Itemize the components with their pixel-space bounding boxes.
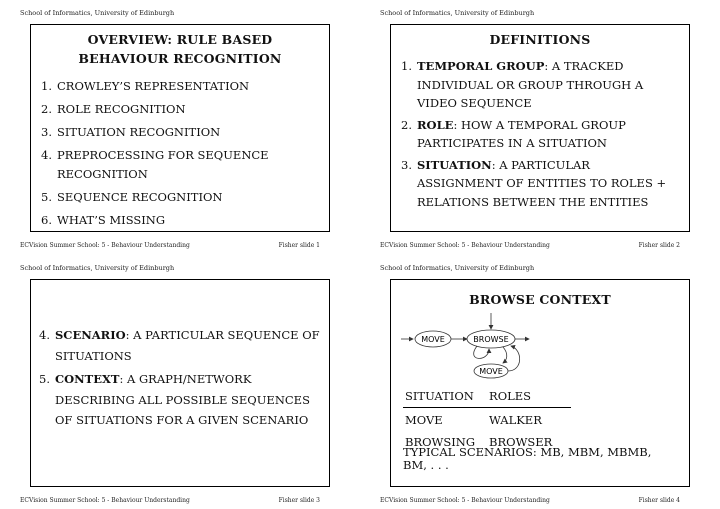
table-row bbox=[403, 408, 571, 431]
slide-title: BROWSE CONTEXT bbox=[469, 292, 611, 307]
table-cell: BROWSING bbox=[405, 435, 476, 449]
overview-list bbox=[41, 77, 321, 230]
move-to-browse-loop bbox=[508, 346, 520, 371]
list-item: 2. ROLE RECOGNITION bbox=[41, 102, 186, 116]
definitions-list bbox=[401, 57, 679, 211]
slide-header: School of Informatics, University of Edinburgh bbox=[20, 264, 175, 272]
list-item: 1. TEMPORAL GROUP: A TRACKED INDIVIDUAL OR GROUP THROUGH A VIDEO SEQUENCE bbox=[401, 59, 644, 110]
footer-right: Fisher slide 1 bbox=[278, 242, 320, 249]
slide-title: OVERVIEW: RULE BASED BEHAVIOUR RECOGNITION bbox=[78, 32, 282, 66]
slide-footer bbox=[20, 242, 320, 249]
footer-left: ECVision Summer School: 5 - Behaviour Understanding bbox=[20, 497, 190, 504]
list-item: 5. SEQUENCE RECOGNITION bbox=[41, 190, 223, 204]
list-item: 1. CROWLEY’S REPRESENTATION bbox=[41, 79, 250, 93]
footer-left: ECVision Summer School: 5 - Behaviour Understanding bbox=[20, 242, 190, 249]
definitions-list-continued bbox=[39, 325, 321, 431]
footer-right: Fisher slide 2 bbox=[638, 242, 680, 249]
table-header-cell: SITUATION bbox=[403, 387, 489, 408]
slide-title: DEFINITIONS bbox=[489, 32, 591, 47]
slide-frame bbox=[390, 24, 690, 232]
move-node-left-label: MOVE bbox=[421, 335, 445, 344]
slide-frame bbox=[30, 24, 330, 232]
browse-to-move-arrow bbox=[503, 347, 507, 363]
list-item: 2. ROLE: HOW A TEMPORAL GROUP PARTICIPATES IN A SITUATION bbox=[401, 117, 626, 150]
slide-header: School of Informatics, University of Edinburgh bbox=[20, 9, 175, 17]
footer-right: Fisher slide 4 bbox=[638, 497, 680, 504]
slide-4 bbox=[360, 255, 720, 509]
list-item: 4. SCENARIO: A PARTICULAR SEQUENCE OF SITUATIONS bbox=[39, 328, 320, 363]
slide-header: School of Informatics, University of Edinburgh bbox=[380, 9, 535, 17]
table-header-cell: ROLES bbox=[489, 387, 571, 408]
list-item: 6. WHAT’S MISSING bbox=[41, 213, 166, 227]
slide-1 bbox=[0, 0, 360, 254]
list-item: 3. SITUATION: A PARTICULAR ASSIGNMENT OF ENTITIES TO ROLES + RELATIONS BETWEEN THE ENTITIES bbox=[401, 157, 667, 209]
list-item: 5. CONTEXT: A GRAPH/NETWORK DESCRIBING ALL POSSIBLE SEQUENCES OF SITUATIONS FOR A GIVEN SCENARIO bbox=[39, 372, 310, 427]
footer-left: ECVision Summer School: 5 - Behaviour Understanding bbox=[380, 242, 550, 249]
slide-frame bbox=[30, 279, 330, 487]
footer-left: ECVision Summer School: 5 - Behaviour Understanding bbox=[380, 497, 550, 504]
browse-node-label: BROWSE bbox=[473, 335, 509, 344]
slide-footer bbox=[20, 497, 320, 504]
table-cell: BROWSER bbox=[489, 435, 553, 449]
slide-2 bbox=[360, 0, 720, 254]
table-cell: WALKER bbox=[489, 413, 542, 427]
slide-footer bbox=[380, 497, 680, 504]
typical-scenarios: TYPICAL SCENARIOS: MB, MBM, MBMB, BM, . . . bbox=[403, 445, 652, 472]
table-cell: MOVE bbox=[405, 413, 443, 427]
table-header-row bbox=[403, 387, 571, 408]
slide-frame bbox=[390, 279, 690, 487]
situation-roles-table bbox=[403, 387, 571, 449]
slide-3 bbox=[0, 255, 360, 509]
move-node-bottom-label: MOVE bbox=[479, 367, 503, 376]
list-item: 4. PREPROCESSING FOR SEQUENCE RECOGNITION bbox=[41, 148, 269, 181]
list-item: 3. SITUATION RECOGNITION bbox=[41, 125, 221, 139]
footer-right: Fisher slide 3 bbox=[278, 497, 320, 504]
slide-header: School of Informatics, University of Edinburgh bbox=[380, 264, 535, 272]
slide-footer bbox=[380, 242, 680, 249]
